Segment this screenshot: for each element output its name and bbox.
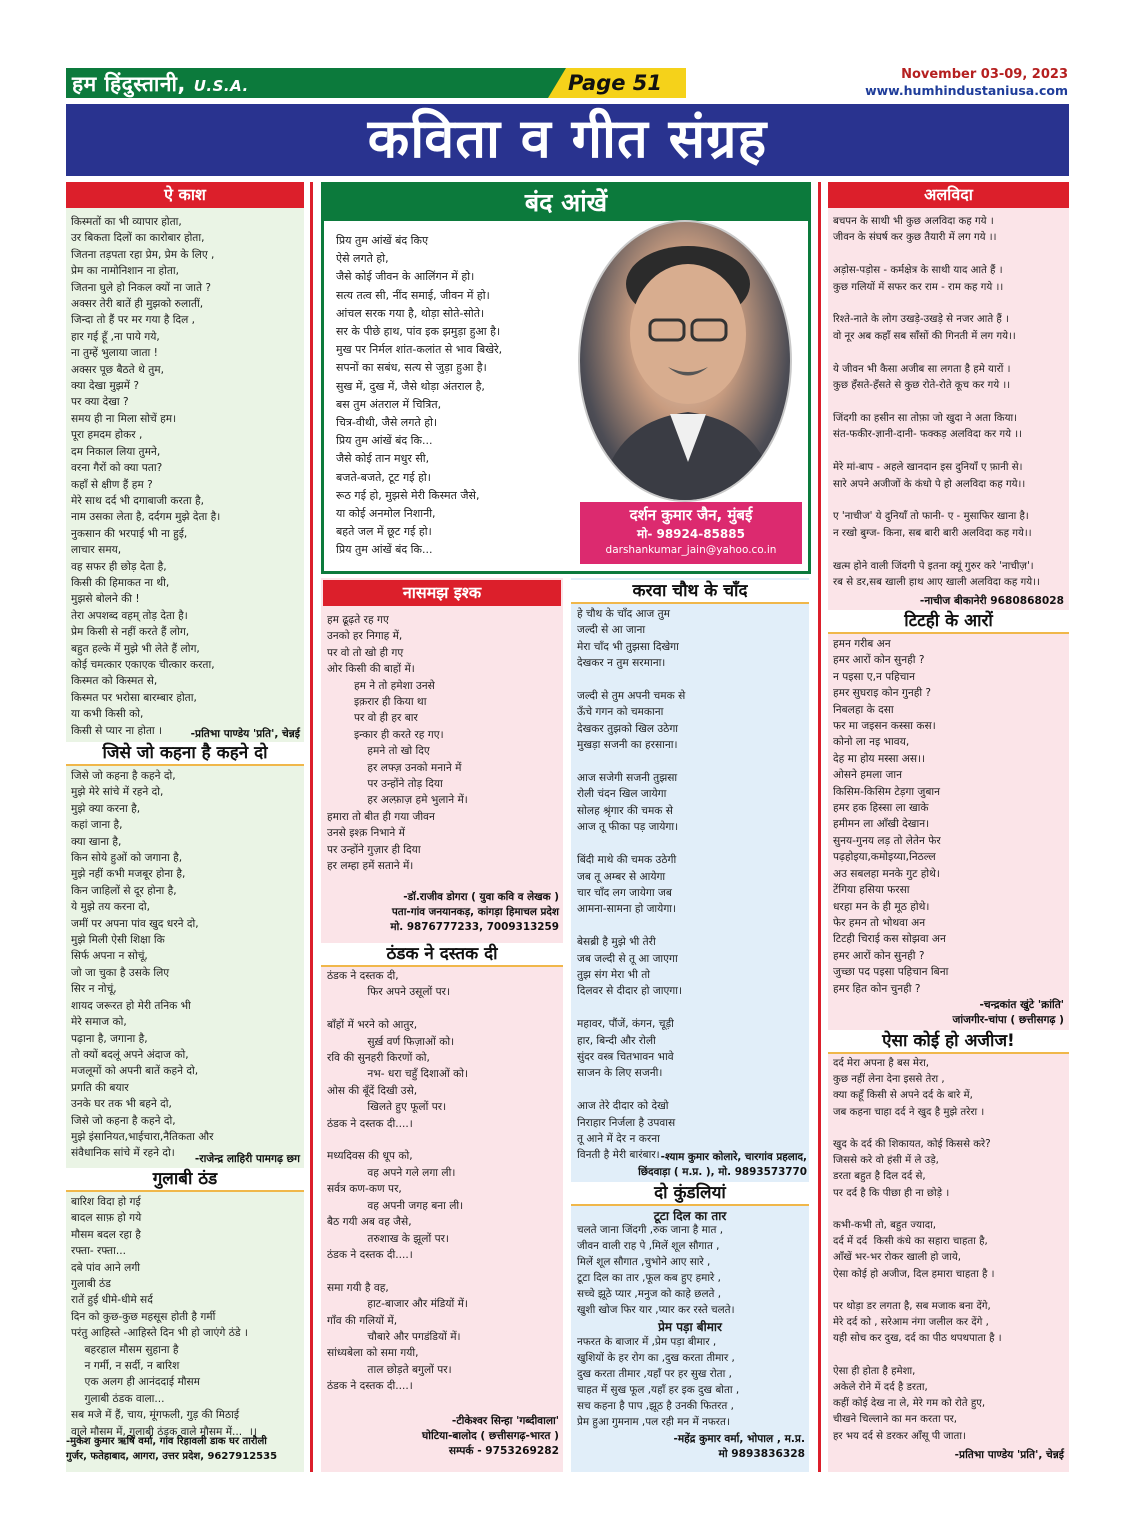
author-caption: [580, 502, 802, 564]
byline-gulabi-thand: -मुकेश कुमार ऋषि वर्मा, गांव रिहावली डाक घर तारौली गुर्जर, फतेहाबाद, आगरा, उत्तर प्रदेश, 9627912535: [66, 1436, 278, 1462]
kundli-title-1: टूटा दिल का तार: [653, 1209, 727, 1223]
author-mobile: मो- 98924-85885: [637, 527, 745, 541]
issue-date: November 03-09, 2023: [901, 67, 1068, 82]
feature-title: बंद आंखें: [524, 188, 608, 217]
author-photo: [578, 220, 792, 502]
kundli-1: चलते जाना जिंदगी ,रुक जाना है मात , जीवन वाली राह पे ,मिलें शूल सौगात , मिलें शूल सौगात ,चुभोने आए सारे , टूटा दिल का तार ,फूल कब हुए हमारे , सच्चे झूठे प्यार ,मनुज को काहे छलते , खुशी खोज फिर यार ,प्यार कर रस्ते चलते।: [577, 1224, 735, 1316]
byline-titahi: -चन्द्रकांत खुंटे 'क्रांति' जांजगीर-चांपा ( छत्तीसगढ़ ): [952, 999, 1064, 1026]
kundli-2: नफरत के बाजार में ,प्रेम पड़ा बीमार , खुशियों के हर रोग का ,दुख करता तीमार , दुख करता तीमार ,यहाँ पर हर सुख रोता , चाहत में सुख फूल ,यहाँ हर इक दुख बोता , सच कहना है पाप ,झूठ है उनकी फितरत , प्रेम हुआ गुमनाम ,पल रही मन में नफरत।: [577, 1336, 740, 1428]
poem-nasamajh-ishq: हम ढूढ़ते रह गए उनको हर निगाह में, पर वो तो खो ही गए ओर किसी की बाहों में। हम ने तो हमेशा उनसे इक़रार ही किया था पर वो ही हर बार इन्कार ही करते रह गए। हमने तो खो दिए हर लफ्ज़ उनको मनाने में पर उन्होंने तोड़ दिया हर अल्फ़ाज़ हमे भुलाने में। हमारा तो बीत ही गया जीवन उनसे इश्क़ निभाने में पर उन्होंने गुज़ार ही दिया हर लम्हा हमें सताने में।: [327, 614, 468, 873]
poem-jise-jo: जिसे जो कहना है कहने दो, मुझे मेरे सांचे में रहने दो, मुझे क्या करना है, कहां जाना है, क्या खाना है, किन सोये हुओं को जगाना है, मुझे नहीं कभी मजबूर होना है, किन जाहिलों से दूर होना है, ये मुझे तय करना दो, जमीं पर अपना पांव खुद धरने दो, मुझे मिली ऐसी शिक्षा कि सिर्फ अपना न सोचूं, जो जा चुका है उसके लिए सिर न नोचूं, शायद जरूरत हो मेरी तनिक भी मेरे समाज को, पढ़ाना है, जगाना है, तो क्यों बदलूं अपने अंदाज को, मजलूमों को अपनी बातें कहने दो, प्रगति की बयार उनके घर तक भी बहने दो, जिसे जो कहना है कहने दो, मुझे इंसानियत,भाईचारा,नैतिकता और संवैधानिक सांचे में रहने दो।: [71, 770, 214, 1160]
masthead-suffix: U.S.A.: [193, 77, 249, 95]
author-portrait-icon: [580, 222, 790, 500]
poem-gulabi-thand: बारिश विदा हो गई बादल साफ़ हो गये मौसम बदल रहा है रफ्ता- रफ्ता... दबे पांव आने लगी गुलाबी ठंड रातें हुई धीमे-धीमे सर्द दिन को कुछ-कुछ महसूस होती है गर्मी परंतु आहिस्ते -आहिस्ते दिन भी हो जाएंगे ठंडे । बहरहाल मौसम सुहाना है न गर्मी, न सर्दी, न बारिश एक अलग ही आनंददाई मौसम गुलाबी ठंडक वाला... सब मजे में हैं, चाय, मूंगफली, गुड़ की मिठाई वाले मौसम में, गुलाबी ठंडक वाले मौसम में... ।।: [71, 1196, 257, 1438]
page-number: Page 51: [568, 71, 663, 95]
poem-title-ai-kash: ऐ काश: [66, 182, 304, 208]
poem-ai-kash: किस्मतों का भी व्यापार होता, उर बिकता दिलों का कारोबार होता, जितना तड़पता रहा प्रेम, प्रेम के लिए , प्रेम का नामोनिशान ना होता, जितना घुले हो निकल क्यों ना जाते ? अक्सर तेरी बातें ही मुझको रुलातीं, जिन्दा तो हैं पर मर गया है दिल , हार गई हूँ ,ना पाये गये, ना तुम्हें भुलाया जाता ! अक्सर पूछ बैठते थे तुम, क्या देखा मुझमें ? पर क्या देखा ? समय ही ना मिला सोचें हम। पूरा हमदम होकर , दम निकाल लिया तुमने, वरना गैरों को क्या पता? कहाँ से क्षीण हैं हम ? मेरे साथ दर्द भी दगाबाजी करता है, नाम उसका लेता है, दर्दगम मुझे देता है। नुकसान की भरपाई भी ना हुई, लाचार समय, वह सफर ही छोड़ देता है, किसी की हिमाकत ना थी, मुझसे बोलने की ! तेरा अपशब्द वहम् तोड़ देता है। प्रेम किसी से नहीं करते हैं लोग, बहुत हल्के में मुझे भी लेते हैं लोग, कोई चमत्कार एकाएक चीत्कार करता, किस्मत को किस्मत से, किस्मत पर भरोसा बारम्बार होता, या कभी किसी को, किसी से प्यार ना होता ।: [71, 216, 221, 737]
byline-ai-kash: -प्रतिभा पाण्डेय 'प्रति', चेन्नई: [190, 728, 300, 740]
poem-karva-chauth: हे चौथ के चाँद आज तुम जल्दी से आ जाना मेरा चाँद भी तुझसा दिखेगा देखकर न तुम सरमाना। जल्दी से तुम अपनी चमक से ऊँचे गगन को चमकाना देखकर तुझको खिल उठेगा मुखड़ा सजनी का हरसाना। आज सजेगी सजनी तुझसा रोली चंदन खिल जायेगा सोलह श्रृंगार की चमक से आज तू फीका पड़ जायेगा। बिंदी माथे की चमक उठेगी जब तू अम्बर से आयेगा चार चाँद लग जायेगा जब आमना-सामना हो जायेगा। बेसब्री है मुझे भी तेरी जब जल्दी से तू आ जाएगा तुझ संग मेरा भी तो दिलवर से दीदार हो जाएगा। महावर, पौंजें, कंगन, चूड़ी हार, बिन्दी और रोली सुंदर वस्त्र चितभावन भावे साजन के लिए सजनी। आज तेरे दीदार को देखो निराहार निर्जला है उपवास तू आने में देर न करना विनती है मेरी बारंबार।: [577, 608, 686, 1162]
kundli-title-2: प्रेम पड़ा बीमार: [658, 1320, 722, 1334]
website-link[interactable]: www.humhindustaniusa.com: [865, 83, 1068, 98]
byline-nasamajh-ishq: -डॉ.राजीव डोगरा ( युवा कवि व लेखक ) पता-गांव जनयानकड़, कांगड़ा हिमाचल प्रदेश मो. 9876777233, 7009313259: [390, 891, 559, 933]
poem-aisa-koi: दर्द मेरा अपना है बस मेरा, कुछ नहीं लेना देना इससे तेरा , क्या कहूँ किसी से अपने दर्द के बारे में, जब कहना चाहा दर्द ने खुद है मुझे तरेरा । खुद के दर्द की शिकायत, कोई किससे करे? जिससे करे वो हंसी में ले उड़े, डरता बहुत है दिल दर्द से, पर दर्द है कि पीछा ही ना छोड़े । कभी-कभी तो, बहुत ज्यादा, दर्द में दर्द किसी कंधे का सहारा चाहता है, आँखें भर-भर रोकर खाली हो जाये, ऐसा कोई हो अजीज, दिल हमारा चाहता है । पर थोड़ा डर लगता है, सब मजाक बना देंगे, मेरे दर्द को , सरेआम नंगा जलील कर देंगे , यही सोच कर दुख, दर्द का पीठ थपथपाता है । ऐसा ही होता है हमेशा, अकेले रोने में दर्द है डरता, कहीं कोई देख ना ले, मेरे गम को रोते हुए, चीखने चिल्लाने का मन करता पर, हर भय दर्द से डरकर आँसू पी जाता।: [833, 1058, 1002, 1442]
poem-band-ankhen: प्रिय तुम आंखें बंद किए ऐसे लगते हो, जैसे कोई जीवन के आलिंगन में हो। सत्य तत्व सी, नींद समाई, जीवन में हो। आंचल सरक गया है, थोड़ा सोते-सोते। सर के पीछे हाथ, पांव इक झमुड़ा हुआ है। मुख पर निर्मल शांत-कलांत से भाव बिखेरे, सपनों का सबंध, सत्य से जुड़ा हुआ है। सुख में, दुख में, जैसे थोड़ा अंतराल है, बस तुम अंतराल में चित्रित, चित्र-वीथी, जैसे लगते हो। प्रिय तुम आंखें बंद कि... जैसे कोई तान मधुर सी, बजते-बजते, टूट गई हो। रूठ गई हो, मुझसे मेरी किस्मत जैसे, या कोई अनमोल निशानी, बहते जल में छूट गई हो। प्रिय तुम आंखें बंद कि...: [336, 234, 503, 557]
poem-title-alvida: अलविदा: [828, 182, 1069, 208]
byline-alvida: -नाचीज बीकानेरी 9680868028: [919, 595, 1064, 607]
author-email[interactable]: darshankumar_jain@yahoo.co.in: [605, 544, 777, 556]
byline-kundliyan: -महेंद्र कुमार वर्मा, भोपाल , म.प्र. मो 9893836328: [673, 1433, 805, 1460]
poem-title-titahi: टिटही के आरों: [828, 610, 1069, 634]
author-name: दर्शन कुमार जैन, मुंबई: [629, 506, 753, 524]
poem-title-karva-chauth: करवा चौथ के चाँद: [571, 580, 809, 604]
poem-alvida: बचपन के साथी भी कुछ अलविदा कह गये । जीवन के संघर्ष कर कुछ तैयारी में लग गये ।। अड़ोस-पड़ोस - कर्मक्षेत्र के साथी याद आते हैं । कुछ गलियों में सफर कर राम - राम कह गये ।। रिश्ते-नाते के लोग उखड़े-उखड़े से नजर आते हैं । वो नूर अब कहाँ सब साँसों की गिनती में लग गये।। ये जीवन भी कैसा अजीब सा लगता है हमे यारों । कुछ हँसते-हँसते से कुछ रोते-रोते कूच कर गये ।। जिंदगी का हसीन सा तोफ़ा जो खुदा ने अता किया। संत-फकीर-ज्ञानी-दानी- फक्कड़ अलविदा कर गये ।। मेरे मां-बाप - अहले खानदान इस दुनियाँ ए फ़ानी से। सारे अपने अजीजों के कंधो पे हो अलविदा कह गये।। ए 'नाचीज' ये दुनियाँ तो फानी- ए - मुसाफिर खाना है। न रखो बुग्ज- किना, सब बारी बारी अलविदा कह गये।। खत्म होने वाली जिंदगी पे इतना क्यूं गुरुर करे 'नाचीज़'। रब से डर,सब खाली हाथ आए खाली अलविदा कह गये।।: [833, 216, 1040, 588]
poem-title-nasamajh-ishq: नासमझ इश्क: [323, 580, 561, 606]
masthead-brand: हम हिंदुस्तानी, U.S.A.: [72, 72, 249, 96]
poem-titahi: हमन गरीब अन हमर आरों कोन सुनही ? न पइसा ए,न पहिचान हमर सुघराइ कोन गुनही ? निबलहा के दसा फर मा जइसन कस्सा कस। कोनो ला नइ भावय, देह मा होय मस्सा अस।। ओसने हमला जान किसिम-किसिम टेड़गा जुबान हमर हक हिस्सा ला खाके हमीमन ला आँखी देखान। सुनय-गुनय लड़ तो लेतेन फेर पढ़होइया,कमोइय्या,निठल्ल अउ सबलहा मनके गुट होथे। टेंगिया हसिया फरसा धरहा मन के ही मूठ होथे। फेर हमन तो भोथवा अन टिटही चिराई कस सोझवा अन हमर आरों कोन सुनही ? जुच्छा पद पइसा पहिचान बिना हमर हित कोन चुनही ?: [833, 638, 949, 995]
poem-title-thandak: ठंडक ने दस्तक दी: [321, 943, 563, 967]
byline-karva-chauth: -श्याम कुमार कोलारे, चारगांव प्रहलाद, छिंदवाड़ा ( म.प्र. ), मो. 9893573770: [638, 1151, 807, 1178]
page-title: कविता व गीत संग्रह: [367, 107, 768, 170]
column-divider-right: [818, 182, 821, 1472]
poem-title-jise-jo: जिसे जो कहना है कहने दो: [66, 742, 304, 766]
byline-thandak: -टीकेश्वर सिन्हा 'गब्दीवाला' घोटिया-बालोद ( छत्तीसगढ़-भारत ) सम्पर्क - 9753269282: [421, 1415, 559, 1457]
byline-jise-jo: -राजेन्द्र लाहिरी पामगढ़ छग: [194, 1153, 300, 1165]
poem-title-aisa-koi: ऐसा कोई हो अजीज!: [828, 1030, 1069, 1054]
column-divider: [310, 182, 313, 1472]
poem-title-do-kundliyan: दो कुंडलियां: [571, 1182, 809, 1206]
byline-aisa-koi: -प्रतिभा पाण्डेय 'प्रति', चेन्नई: [954, 1449, 1064, 1461]
poem-title-gulabi-thand: गुलाबी ठंड: [66, 1168, 304, 1192]
poem-thandak: ठंडक ने दस्तक दी, फिर अपने उसूलों पर। बाँहों में भरने को आतुर, सुर्ख़ वर्ण फिज़ाओं को। रवि की सुनहरी किरणों को, नभ- धरा चहुँ दिशाओं को। ओस की बूँदें दिखी उसे, खिलते हुए फूलों पर। ठंडक ने दस्तक दी....। मध्यदिवस की धूप को, वह अपने गले लगा ली। सर्वत्र कण-कण पर, वह अपनी जगह बना ली। बैठ गयी अब वह जैसे, तरुशाख के झूलों पर। ठंडक ने दस्तक दी....। समा गयी है वह, हाट-बाजार और मंडियों में। गाँव की गलियों में, चौबारे और पगडंडियों में। सांध्यबेला को समा गयी, ताल छोड़ते बगुलों पर। ठंडक ने दस्तक दी....।: [327, 970, 469, 1393]
